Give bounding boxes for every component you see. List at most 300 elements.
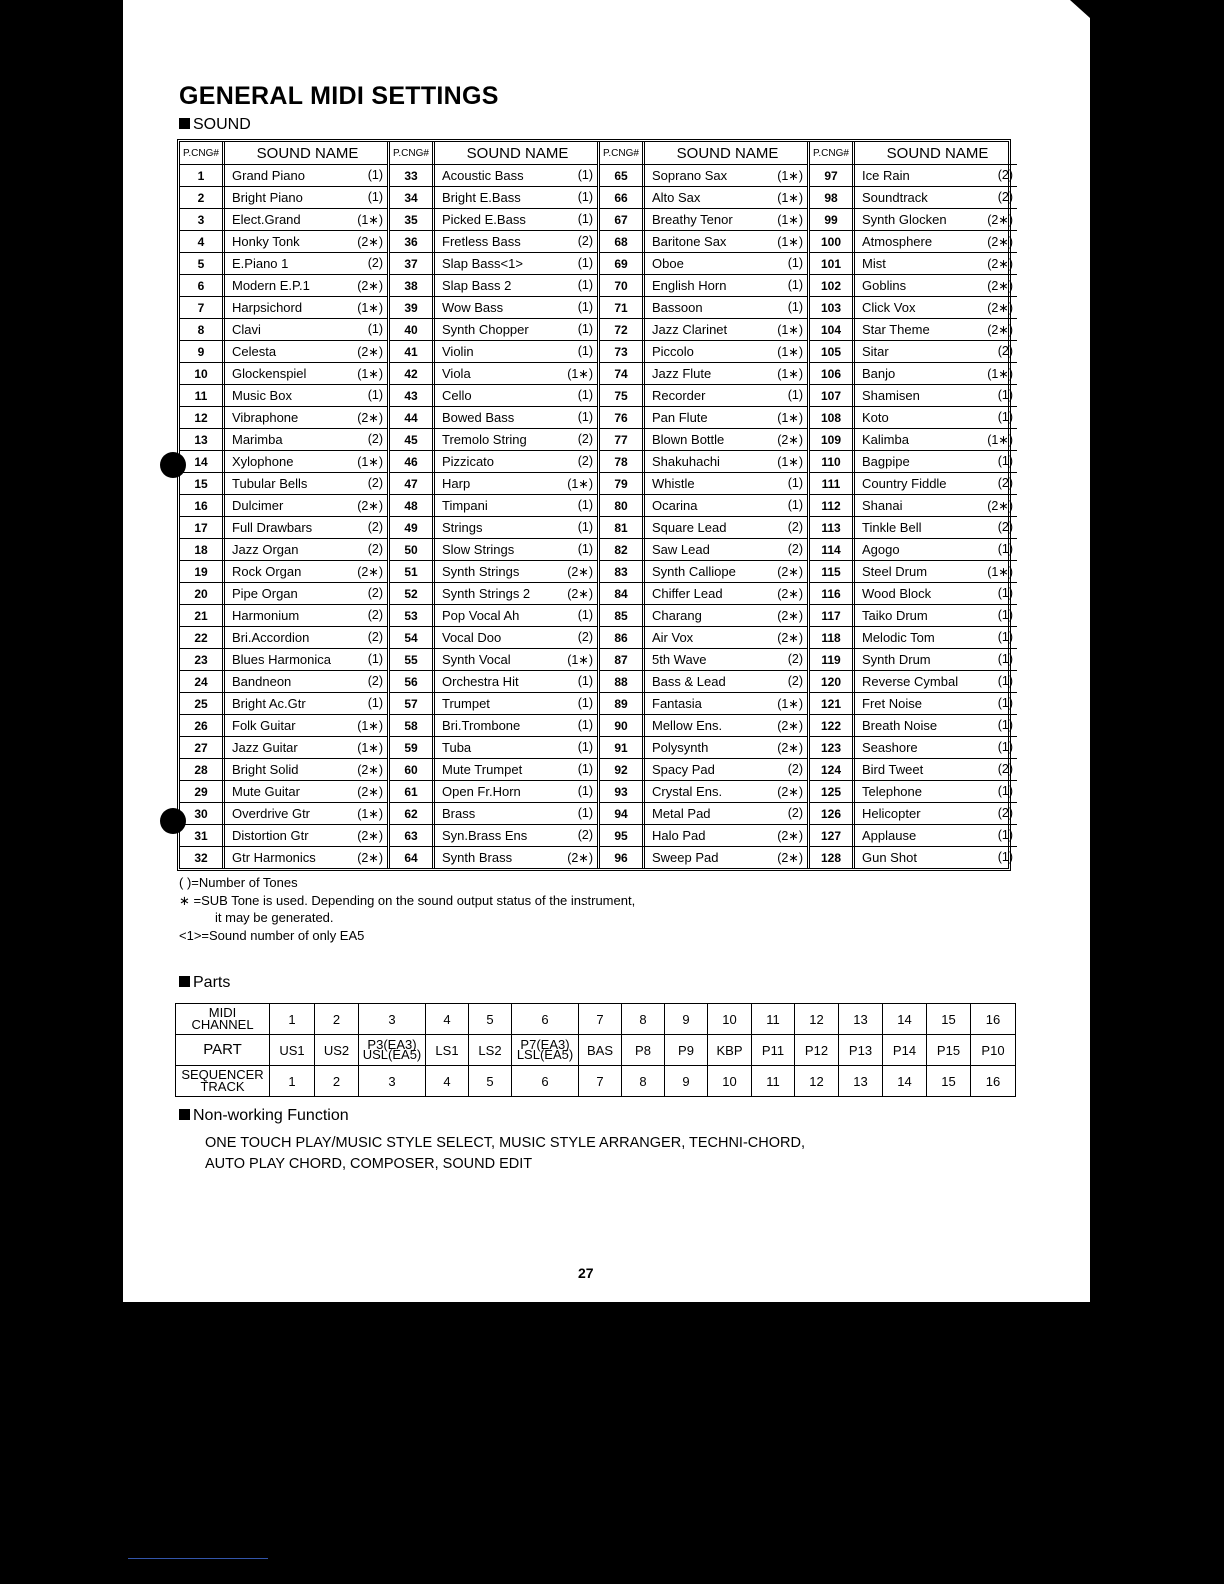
sound-row xyxy=(600,450,807,472)
tone-count: (2∗) xyxy=(777,719,803,733)
pcng-number: 91 xyxy=(600,737,645,758)
sound-name-cell xyxy=(225,366,387,381)
tone-count: (1) xyxy=(997,850,1013,864)
sound-name-cell xyxy=(225,212,387,227)
tone-count: (2) xyxy=(367,586,383,600)
sound-name: Wood Block xyxy=(862,586,932,601)
tone-count: (2) xyxy=(367,608,383,622)
tone-count: (2) xyxy=(787,806,803,820)
sound-name: Mute Trumpet xyxy=(442,762,523,777)
pcng-number: 43 xyxy=(390,385,435,406)
pcng-number: 63 xyxy=(390,825,435,846)
sound-name-cell xyxy=(855,388,1017,403)
pcng-number: 107 xyxy=(810,385,855,406)
sound-row xyxy=(180,846,387,868)
sound-name: Breath Noise xyxy=(862,718,938,733)
sound-name-cell xyxy=(225,608,387,623)
sound-row xyxy=(390,208,597,230)
sound-row xyxy=(180,758,387,780)
tone-count: (2) xyxy=(367,520,383,534)
sound-row xyxy=(180,406,387,428)
tone-count: (1) xyxy=(577,278,593,292)
sound-name: Jazz Guitar xyxy=(232,740,298,755)
tone-count: (1∗) xyxy=(777,345,803,359)
sound-row xyxy=(600,318,807,340)
pcng-number: 44 xyxy=(390,407,435,428)
sound-name: Slap Bass 2 xyxy=(442,278,512,293)
sound-name-cell xyxy=(225,432,387,447)
sound-row xyxy=(600,230,807,252)
pcng-number: 26 xyxy=(180,715,225,736)
sound-row xyxy=(180,516,387,538)
sound-name: Whistle xyxy=(652,476,695,491)
sound-table xyxy=(179,141,1013,869)
sound-name-cell xyxy=(855,278,1017,293)
pcng-number: 46 xyxy=(390,451,435,472)
sound-row xyxy=(180,340,387,362)
pcng-number: 122 xyxy=(810,715,855,736)
pcng-number: 40 xyxy=(390,319,435,340)
pcng-number: 22 xyxy=(180,627,225,648)
sound-name-cell xyxy=(645,278,807,293)
pcng-number: 4 xyxy=(180,231,225,252)
sound-name-cell xyxy=(645,366,807,381)
sound-row xyxy=(600,780,807,802)
tone-count: (2∗) xyxy=(567,587,593,601)
sound-row xyxy=(390,626,597,648)
parts-cell: LS1 xyxy=(426,1035,469,1066)
tone-count: (2∗) xyxy=(987,301,1013,315)
sound-name: Xylophone xyxy=(232,454,294,469)
pcng-number: 89 xyxy=(600,693,645,714)
pcng-number: 31 xyxy=(180,825,225,846)
sound-name: Soprano Sax xyxy=(652,168,728,183)
tone-count: (2) xyxy=(367,630,383,644)
tone-count: (1) xyxy=(577,520,593,534)
pcng-number: 71 xyxy=(600,297,645,318)
sound-row xyxy=(180,186,387,208)
sound-row xyxy=(390,252,597,274)
tone-count: (1∗) xyxy=(357,741,383,755)
tone-count: (1) xyxy=(577,388,593,402)
sound-name-cell xyxy=(225,344,387,359)
parts-cell: LS2 xyxy=(469,1035,512,1066)
pcng-number: 88 xyxy=(600,671,645,692)
sound-name-cell xyxy=(225,850,387,865)
note-ea5: <1>=Sound number of only EA5 xyxy=(179,927,365,943)
pcng-number: 42 xyxy=(390,363,435,384)
pcng-number: 38 xyxy=(390,275,435,296)
square-bullet-icon xyxy=(179,1109,190,1120)
sound-name-cell xyxy=(435,344,597,359)
sound-row xyxy=(810,758,1017,780)
sound-row xyxy=(180,648,387,670)
sound-row xyxy=(390,516,597,538)
binder-hole-icon xyxy=(160,452,186,478)
sound-name: Marimba xyxy=(232,432,283,447)
sound-name-cell xyxy=(435,630,597,645)
parts-cell: 12 xyxy=(795,1066,839,1097)
tone-count: (2∗) xyxy=(987,279,1013,293)
sound-name: Pipe Organ xyxy=(232,586,298,601)
sound-row xyxy=(810,802,1017,824)
parts-cell: 13 xyxy=(839,1066,883,1097)
sound-name-cell xyxy=(645,608,807,623)
sound-name-cell xyxy=(645,454,807,469)
sound-name: Agogo xyxy=(862,542,900,557)
pcng-number: 25 xyxy=(180,693,225,714)
sound-row xyxy=(180,582,387,604)
pcng-number: 72 xyxy=(600,319,645,340)
parts-cell: 15 xyxy=(927,1066,971,1097)
sound-name-cell xyxy=(435,190,597,205)
sound-name: Kalimba xyxy=(862,432,909,447)
sound-name-cell xyxy=(435,432,597,447)
tone-count: (1) xyxy=(577,212,593,226)
sound-row xyxy=(390,340,597,362)
pcng-number: 11 xyxy=(180,385,225,406)
sound-name: Piccolo xyxy=(652,344,694,359)
tone-count: (1) xyxy=(997,652,1013,666)
sound-name-cell xyxy=(435,762,597,777)
parts-cell: 12 xyxy=(795,1004,839,1035)
pcng-number: 27 xyxy=(180,737,225,758)
sound-name: Reverse Cymbal xyxy=(862,674,959,689)
sound-name-cell xyxy=(855,586,1017,601)
sound-name: Air Vox xyxy=(652,630,694,645)
sound-name: Grand Piano xyxy=(232,168,305,183)
tone-count: (1∗) xyxy=(357,807,383,821)
square-bullet-icon xyxy=(179,976,190,987)
pcng-number: 28 xyxy=(180,759,225,780)
sound-name-header: SOUND NAME xyxy=(676,144,779,162)
pcng-number: 114 xyxy=(810,539,855,560)
sound-row xyxy=(810,362,1017,384)
tone-count: (1) xyxy=(997,608,1013,622)
sound-name-cell xyxy=(435,608,597,623)
sound-name: Rock Organ xyxy=(232,564,302,579)
parts-cell: 13 xyxy=(839,1004,883,1035)
sound-name-cell xyxy=(855,564,1017,579)
sound-name-cell xyxy=(225,806,387,821)
sound-name-cell xyxy=(225,718,387,733)
sound-row xyxy=(180,670,387,692)
parts-row-label: PART xyxy=(176,1035,270,1066)
tone-count: (2) xyxy=(997,806,1013,820)
pcng-number: 103 xyxy=(810,297,855,318)
tone-count: (1) xyxy=(577,344,593,358)
tone-count: (1∗) xyxy=(777,697,803,711)
notes xyxy=(179,874,635,944)
sound-name-cell xyxy=(645,674,807,689)
tone-count: (1) xyxy=(367,388,383,402)
pcng-number: 81 xyxy=(600,517,645,538)
pcng-number: 10 xyxy=(180,363,225,384)
pcng-number: 74 xyxy=(600,363,645,384)
sound-name: Seashore xyxy=(862,740,918,755)
sound-name-cell xyxy=(645,344,807,359)
sound-name: Full Drawbars xyxy=(232,520,313,535)
pcng-number: 9 xyxy=(180,341,225,362)
tone-count: (2∗) xyxy=(357,763,383,777)
sound-name: E.Piano 1 xyxy=(232,256,289,271)
tone-count: (1) xyxy=(577,674,593,688)
sound-name-cell xyxy=(855,762,1017,777)
tone-count: (2) xyxy=(367,256,383,270)
sound-name: Saw Lead xyxy=(652,542,710,557)
sound-name: Ice Rain xyxy=(862,168,910,183)
sound-row xyxy=(810,538,1017,560)
pcng-number: 108 xyxy=(810,407,855,428)
sound-row xyxy=(180,802,387,824)
sound-name: Vibraphone xyxy=(232,410,299,425)
tone-count: (1∗) xyxy=(987,433,1013,447)
tone-count: (1) xyxy=(577,322,593,336)
parts-cell: 7 xyxy=(579,1004,622,1035)
tone-count: (2∗) xyxy=(777,829,803,843)
sound-row xyxy=(390,362,597,384)
tone-count: (1∗) xyxy=(567,367,593,381)
sound-name-cell xyxy=(435,234,597,249)
tone-count: (1∗) xyxy=(567,477,593,491)
sound-row xyxy=(810,186,1017,208)
sound-name: Breathy Tenor xyxy=(652,212,733,227)
sound-row xyxy=(810,626,1017,648)
pcng-number: 111 xyxy=(810,473,855,494)
pcng-number: 21 xyxy=(180,605,225,626)
sound-name-cell xyxy=(225,696,387,711)
document-page xyxy=(123,0,1090,1302)
sound-row xyxy=(600,626,807,648)
sound-row xyxy=(600,384,807,406)
parts-cell: P13 xyxy=(839,1035,883,1066)
sound-row xyxy=(390,164,597,186)
sound-name: Wow Bass xyxy=(442,300,504,315)
sound-name-cell xyxy=(435,828,597,843)
parts-cell: P14 xyxy=(883,1035,927,1066)
sound-name-cell xyxy=(855,432,1017,447)
sound-name-cell xyxy=(225,586,387,601)
tone-count: (2) xyxy=(577,454,593,468)
sound-row xyxy=(810,560,1017,582)
parts-cell: 9 xyxy=(665,1004,708,1035)
sound-name: Acoustic Bass xyxy=(442,168,524,183)
sound-row xyxy=(810,274,1017,296)
page-number: 27 xyxy=(578,1265,594,1281)
parts-cell: 6 xyxy=(512,1004,579,1035)
sound-name-cell xyxy=(225,476,387,491)
sound-name-cell xyxy=(645,828,807,843)
sound-name-cell xyxy=(855,630,1017,645)
sound-row xyxy=(810,582,1017,604)
sound-row xyxy=(390,230,597,252)
tone-count: (1) xyxy=(577,740,593,754)
sound-name: Mist xyxy=(862,256,886,271)
parts-cell: P9 xyxy=(665,1035,708,1066)
tone-count: (2∗) xyxy=(987,323,1013,337)
sound-name-cell xyxy=(225,234,387,249)
sound-name-cell xyxy=(855,784,1017,799)
tone-count: (1∗) xyxy=(567,653,593,667)
sound-row xyxy=(180,626,387,648)
tone-count: (1) xyxy=(787,256,803,270)
sound-name-cell xyxy=(225,278,387,293)
pcng-number: 102 xyxy=(810,275,855,296)
sound-name: Mellow Ens. xyxy=(652,718,723,733)
parts-cell: 5 xyxy=(469,1066,512,1097)
sound-row xyxy=(600,406,807,428)
sound-name-cell xyxy=(645,498,807,513)
sound-name: Shakuhachi xyxy=(652,454,720,469)
pcng-number: 23 xyxy=(180,649,225,670)
parts-cell: 7 xyxy=(579,1066,622,1097)
tone-count: (2) xyxy=(997,476,1013,490)
tone-count: (1) xyxy=(577,168,593,182)
tone-count: (1) xyxy=(997,674,1013,688)
tone-count: (1) xyxy=(997,586,1013,600)
sound-name-cell xyxy=(225,454,387,469)
tone-count: (1) xyxy=(367,322,383,336)
sound-row xyxy=(390,450,597,472)
tone-count: (1∗) xyxy=(777,213,803,227)
sound-name: Mute Guitar xyxy=(232,784,300,799)
sound-name: Taiko Drum xyxy=(862,608,928,623)
sound-name-cell xyxy=(855,366,1017,381)
sound-name-cell xyxy=(645,542,807,557)
pcng-number: 119 xyxy=(810,649,855,670)
sound-row xyxy=(810,230,1017,252)
tone-count: (2∗) xyxy=(357,345,383,359)
sound-row xyxy=(390,318,597,340)
pcng-number: 99 xyxy=(810,209,855,230)
sound-name-header: SOUND NAME xyxy=(256,144,359,162)
sound-name: Glockenspiel xyxy=(232,366,307,381)
sound-name-cell xyxy=(645,322,807,337)
pcng-number: 45 xyxy=(390,429,435,450)
sound-name-cell xyxy=(645,564,807,579)
sound-row xyxy=(600,516,807,538)
parts-cell: 16 xyxy=(971,1066,1016,1097)
sound-name: Harmonium xyxy=(232,608,300,623)
pcng-number: 112 xyxy=(810,495,855,516)
sound-name-cell xyxy=(645,212,807,227)
sound-name: Bri.Trombone xyxy=(442,718,521,733)
parts-cell: 1 xyxy=(270,1004,315,1035)
parts-cell: KBP xyxy=(708,1035,752,1066)
tone-count: (2∗) xyxy=(777,741,803,755)
tone-count: (1∗) xyxy=(987,565,1013,579)
sound-name-cell xyxy=(435,520,597,535)
pcng-number: 5 xyxy=(180,253,225,274)
sound-name: Dulcimer xyxy=(232,498,284,513)
pcng-header: P.CNG# xyxy=(600,142,645,164)
sound-name-cell xyxy=(435,696,597,711)
sound-name: Honky Tonk xyxy=(232,234,300,249)
sound-name: Pop Vocal Ah xyxy=(442,608,520,623)
pcng-number: 34 xyxy=(390,187,435,208)
sound-name: Goblins xyxy=(862,278,907,293)
pcng-number: 97 xyxy=(810,165,855,186)
parts-cell: P10 xyxy=(971,1035,1016,1066)
pcng-number: 79 xyxy=(600,473,645,494)
pcng-number: 85 xyxy=(600,605,645,626)
pcng-number: 60 xyxy=(390,759,435,780)
sound-row xyxy=(180,560,387,582)
sound-name: Slap Bass<1> xyxy=(442,256,523,271)
sound-name: Gtr Harmonics xyxy=(232,850,316,865)
sound-name-cell xyxy=(855,410,1017,425)
sound-name-cell xyxy=(645,300,807,315)
sound-name: Fretless Bass xyxy=(442,234,521,249)
pcng-number: 56 xyxy=(390,671,435,692)
sound-header-row xyxy=(600,142,807,164)
sound-row xyxy=(180,604,387,626)
pcng-number: 82 xyxy=(600,539,645,560)
sound-name: Harpsichord xyxy=(232,300,303,315)
pcng-number: 13 xyxy=(180,429,225,450)
sound-name-cell xyxy=(435,322,597,337)
tone-count: (2) xyxy=(577,234,593,248)
sound-row xyxy=(180,824,387,846)
sound-row xyxy=(600,582,807,604)
sound-name: Folk Guitar xyxy=(232,718,296,733)
sound-block xyxy=(597,142,807,868)
tone-count: (2∗) xyxy=(777,609,803,623)
sound-name: Bright Solid xyxy=(232,762,299,777)
sound-name-cell xyxy=(855,740,1017,755)
sound-name: Bowed Bass xyxy=(442,410,515,425)
pcng-number: 113 xyxy=(810,517,855,538)
parts-cell: 11 xyxy=(752,1004,795,1035)
sound-row xyxy=(390,296,597,318)
sound-row xyxy=(810,296,1017,318)
sound-name-cell xyxy=(855,212,1017,227)
sound-row xyxy=(180,780,387,802)
sound-name: Jazz Flute xyxy=(652,366,712,381)
parts-cell: 4 xyxy=(426,1066,469,1097)
pcng-number: 94 xyxy=(600,803,645,824)
sound-row xyxy=(180,274,387,296)
tone-count: (2∗) xyxy=(567,851,593,865)
sound-name: Orchestra Hit xyxy=(442,674,519,689)
sound-row xyxy=(390,648,597,670)
note-sub-tone: ∗ =SUB Tone is used. Depending on the sound output status of the instrument, xyxy=(179,892,636,908)
tone-count: (2∗) xyxy=(357,411,383,425)
sound-name: Bandneon xyxy=(232,674,292,689)
sound-name-cell xyxy=(645,432,807,447)
tone-count: (2∗) xyxy=(987,499,1013,513)
tone-count: (1) xyxy=(577,542,593,556)
sound-row xyxy=(180,714,387,736)
sound-name-cell xyxy=(225,652,387,667)
pcng-number: 120 xyxy=(810,671,855,692)
sound-name-cell xyxy=(855,608,1017,623)
tone-count: (1) xyxy=(577,718,593,732)
pcng-number: 15 xyxy=(180,473,225,494)
parts-cell: 2 xyxy=(315,1066,359,1097)
sound-name: Synth Brass xyxy=(442,850,513,865)
sound-name: Bright E.Bass xyxy=(442,190,521,205)
tone-count: (2) xyxy=(367,432,383,446)
sound-name-cell xyxy=(645,256,807,271)
pcng-number: 41 xyxy=(390,341,435,362)
sound-row xyxy=(180,318,387,340)
sound-row xyxy=(180,296,387,318)
parts-cell: 1 xyxy=(270,1066,315,1097)
pcng-number: 29 xyxy=(180,781,225,802)
sound-name-cell xyxy=(645,520,807,535)
sound-row xyxy=(390,538,597,560)
